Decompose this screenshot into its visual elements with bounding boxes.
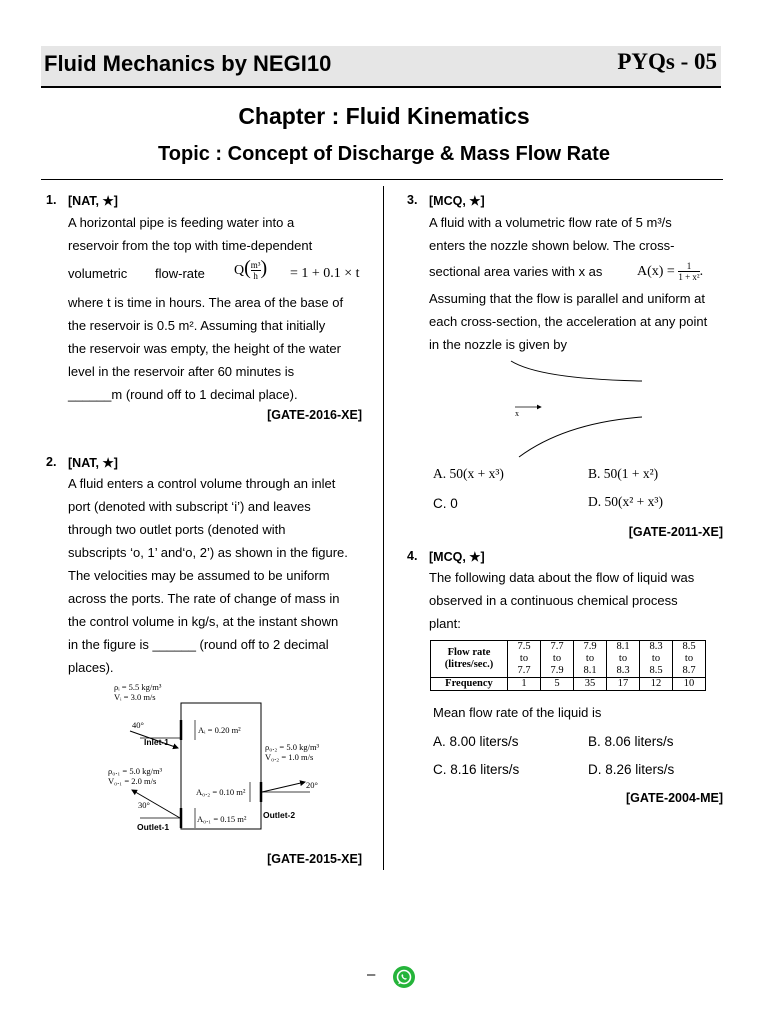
rho-o1-label: ρ₀.₁ = 5.0 kg/m³: [108, 766, 163, 776]
q3-line: each cross-section, the acceleration at any point: [429, 314, 708, 329]
outlet1-label: Outlet-1: [137, 822, 170, 832]
q2-tag: [NAT, ★]: [68, 456, 118, 470]
outlet2-arrow: [262, 782, 305, 792]
nozzle-bottom-wall: [519, 417, 642, 457]
table-cell: 8.5 to 8.7: [673, 641, 706, 678]
q3-option-a[interactable]: A. 50(x + x³): [433, 466, 504, 481]
ao1-label: A₀.₁ = 0.15 m²: [197, 814, 247, 824]
table-cell: 1: [508, 678, 541, 691]
table-cell: 10: [673, 678, 706, 691]
q4-number: 4.: [407, 549, 418, 563]
q4-option-c[interactable]: C. 8.16 liters/s: [433, 762, 520, 777]
q3-tag: [MCQ, ★]: [429, 194, 485, 208]
q1-source: [GATE-2016-XE]: [267, 408, 362, 422]
table-cell: 5: [541, 678, 574, 691]
table-cell: 7.5 to 7.7: [508, 641, 541, 678]
q4-line: The following data about the flow of liquid was: [429, 570, 695, 585]
ai-label: Aᵢ = 0.20 m²: [198, 725, 241, 735]
q2-line: in the figure is ______ (round off to 2 decimal: [68, 637, 329, 652]
q4-source: [GATE-2004-ME]: [625, 791, 723, 805]
q1-line: volumetric: [68, 266, 128, 281]
q2-line: port (denoted with subscript ‘i’) and leaves: [68, 499, 311, 514]
q1-text: [68, 211, 362, 406]
q2-line: places).: [68, 660, 114, 675]
q2-line: A fluid enters a control volume through an inlet: [68, 476, 336, 491]
q3-line: A fluid with a volumetric flow rate of 5 m³/s: [429, 215, 672, 230]
q3-area-line: [429, 257, 723, 287]
q2-line: subscripts ‘o, 1’ and‘o, 2’) as shown in the figure.: [68, 545, 348, 560]
footer-dash: –: [367, 966, 376, 983]
v-i-label: Vᵢ = 3.0 m/s: [114, 692, 156, 702]
q1-formula-line: [68, 257, 362, 291]
q3-text: [429, 211, 723, 356]
table-header-cell: Flow rate (litres/sec.): [431, 641, 508, 678]
q2-line: The velocities may be assumed to be uniform: [68, 568, 330, 583]
q4-option-b[interactable]: B. 8.06 liters/s: [588, 734, 674, 749]
ao2-label: A₀.₂ = 0.10 m²: [196, 787, 246, 797]
table-cell: 12: [640, 678, 673, 691]
q3-line: sectional area varies with x as: [429, 264, 603, 279]
nozzle-top-wall: [511, 361, 642, 381]
q3-source: [GATE-2011-XE]: [628, 525, 723, 539]
table-cell: 35: [574, 678, 607, 691]
q1-formula-lhs: Q( $\frac{\text{m³}}{h}$ ): [234, 257, 268, 282]
book-title: Fluid Mechanics by NEGI10: [44, 51, 332, 76]
q1-line: the reservoir was empty, the height of the water: [68, 341, 341, 356]
q3-line: Assuming that the flow is parallel and uniform at: [429, 291, 706, 306]
v-o2-label: V₀.₂ = 1.0 m/s: [265, 752, 314, 762]
q1-line: the reservoir is 0.5 m². Assuming that initially: [68, 318, 326, 333]
nozzle-figure: [505, 355, 650, 462]
q1-line: flow-rate: [155, 266, 205, 281]
title-divider: [41, 179, 723, 180]
q4-option-a[interactable]: A. 8.00 liters/s: [433, 734, 519, 749]
control-volume-box: [181, 703, 261, 829]
x-axis-label: x: [515, 409, 519, 418]
q2-line: across the ports. The rate of change of mass in: [68, 591, 340, 606]
q2-number: 2.: [46, 455, 57, 469]
table-cell: 8.1 to 8.3: [607, 641, 640, 678]
q3-line: enters the nozzle shown below. The cross-: [429, 238, 675, 253]
q2-line: through two outlet ports (denoted with: [68, 522, 286, 537]
q1-line: A horizontal pipe is feeding water into a: [68, 215, 295, 230]
q3-line: in the nozzle is given by: [429, 337, 568, 352]
inlet-label: Inlet-1: [144, 737, 170, 747]
q1-tag: [NAT, ★]: [68, 194, 118, 208]
table-row: [431, 678, 706, 691]
q1-number: 1.: [46, 193, 57, 207]
q3-option-d[interactable]: D. 50(x² + x³): [588, 494, 663, 509]
outlet1-angle-label: 30°: [138, 800, 150, 810]
q1-line: reservoir from the top with time-dependent: [68, 238, 313, 253]
control-volume-figure: [100, 678, 340, 838]
q3-area-formula: A(x) = $\frac{1}{\text{1 + x²}}$ .: [637, 261, 704, 283]
table-header-cell: Frequency: [431, 678, 508, 691]
column-divider: [383, 186, 384, 870]
q4-tag: [MCQ, ★]: [429, 550, 485, 564]
table-row: [431, 641, 706, 678]
q4-option-d[interactable]: D. 8.26 liters/s: [588, 762, 675, 777]
q1-line: ______m (round off to 1 decimal place).: [68, 387, 298, 402]
chapter-title: Chapter : Fluid Kinematics: [238, 103, 530, 129]
outlet2-angle-label: 20°: [306, 780, 318, 790]
table-cell: 17: [607, 678, 640, 691]
rho-o2-label: ρ₀.₂ = 5.0 kg/m³: [265, 742, 320, 752]
q4-text: [429, 566, 723, 635]
pyq-number: PYQs - 05: [617, 49, 717, 74]
q2-source: [GATE-2015-XE]: [267, 852, 362, 866]
q2-text: [68, 472, 362, 679]
q4-question: Mean flow rate of the liquid is: [433, 705, 602, 720]
q3-option-c[interactable]: C. 0: [433, 496, 458, 511]
q1-line: level in the reservoir after 60 minutes is: [68, 364, 295, 379]
page-header: [41, 46, 721, 88]
table-cell: 8.3 to 8.5: [640, 641, 673, 678]
q4-line: plant:: [429, 616, 461, 631]
q1-formula-rhs: = 1 + 0.1 × t: [290, 266, 360, 281]
outlet2-label: Outlet-2: [263, 810, 296, 820]
q1-line: where t is time in hours. The area of the base of: [68, 295, 344, 310]
q3-number: 3.: [407, 193, 418, 207]
q2-line: the control volume in kg/s, at the instant shown: [68, 614, 339, 629]
flow-rate-table: [430, 640, 706, 691]
q3-option-b[interactable]: B. 50(1 + x²): [588, 466, 659, 481]
q4-line: observed in a continuous chemical process: [429, 593, 678, 608]
topic-title: Topic : Concept of Discharge & Mass Flow Rate: [158, 143, 610, 165]
table-cell: 7.7 to 7.9: [541, 641, 574, 678]
table-cell: 7.9 to 8.1: [574, 641, 607, 678]
inlet-angle-label: 40°: [132, 720, 144, 730]
v-o1-label: V₀.₁ = 2.0 m/s: [108, 776, 157, 786]
whatsapp-icon[interactable]: [393, 966, 415, 988]
rho-i-label: ρᵢ = 5.5 kg/m³: [114, 682, 162, 692]
